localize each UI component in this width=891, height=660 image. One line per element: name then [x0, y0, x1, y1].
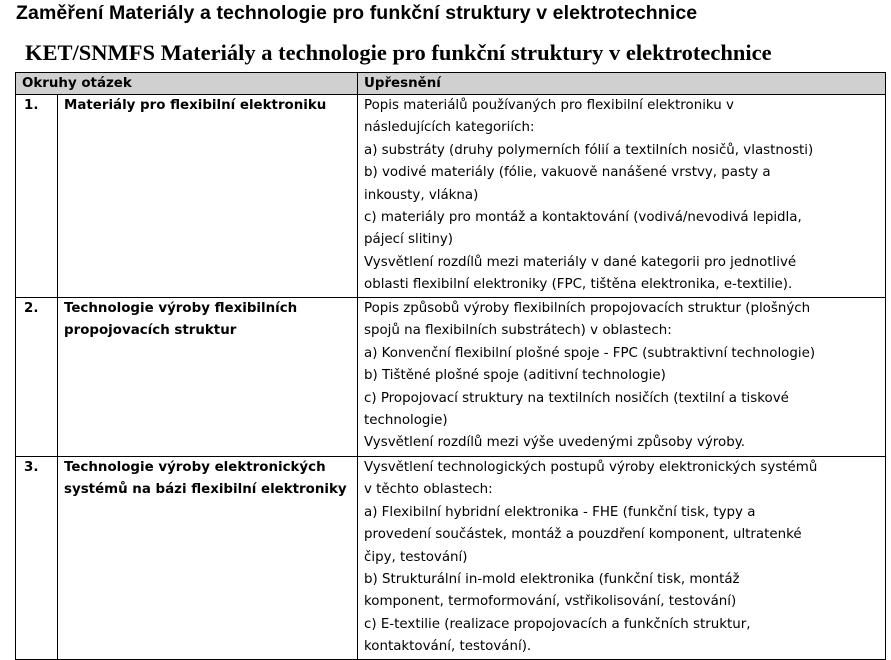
- detail-line: spojů na flexibilních substrátech) v oblastech:: [364, 323, 672, 339]
- table-row: [16, 457, 886, 660]
- detail-line: čipy, testování): [364, 549, 468, 565]
- row-topic: Technologie výroby elektronických systémů na bázi flexibilní elektroniky: [58, 457, 358, 660]
- detail-line: komponent, termoformování, vstřikolisování, testování): [364, 594, 737, 610]
- questions-table: [15, 72, 886, 660]
- row-topic: Technologie výroby flexibilních propojovacích struktur: [58, 298, 358, 457]
- row-number: 2.: [16, 298, 58, 457]
- detail-line: v těchto oblastech:: [364, 482, 493, 498]
- detail-line: následujících kategoriích:: [364, 120, 535, 136]
- detail-line: Vysvětlení rozdílů mezi materiály v dané kategorii pro jednotlivé: [364, 254, 797, 270]
- document-heading: Zaměření Materiály a technologie pro funkční struktury v elektrotechnice: [16, 2, 698, 24]
- column-header-details: Upřesnění: [358, 73, 886, 95]
- table-header-row: [16, 73, 886, 95]
- row-topic: Materiály pro flexibilní elektroniku: [58, 95, 358, 298]
- row-number: 3.: [16, 457, 58, 660]
- column-header-topics: Okruhy otázek: [16, 73, 358, 95]
- detail-line: Popis materiálů používaných pro flexibilní elektroniku v: [364, 98, 734, 113]
- detail-line: a) Konvenční flexibilní plošné spoje - FPC (subtraktivní technologie): [364, 345, 816, 361]
- row-details: [358, 95, 886, 298]
- detail-line: a) Flexibilní hybridní elektronika - FHE (funkční tisk, typy a: [364, 504, 756, 520]
- row-details: [358, 457, 886, 660]
- detail-line: b) Strukturální in-mold elektronika (funkční tisk, montáž: [364, 572, 740, 588]
- detail-line: b) vodivé materiály (fólie, vakuově nanášené vrstvy, pasty a: [364, 165, 771, 181]
- detail-line: c) materiály pro montáž a kontaktování (vodivá/nevodivá lepidla,: [364, 210, 802, 226]
- detail-line: c) E-textilie (realizace propojovacích a funkčních struktur,: [364, 616, 751, 632]
- table-row: [16, 95, 886, 298]
- table-row: [16, 298, 886, 457]
- detail-line: oblasti flexibilní elektroniky (FPC, tištěna elektronika, e-textilie).: [364, 277, 793, 293]
- detail-line: b) Tištěné plošné spoje (aditivní technologie): [364, 368, 666, 384]
- detail-line: c) Propojovací struktury na textilních nosičích (textilní a tiskové: [364, 390, 789, 406]
- row-details: [358, 298, 886, 457]
- detail-line: technologie): [364, 413, 448, 429]
- detail-line: pájecí slitiny): [364, 232, 454, 248]
- detail-line: Popis způsobů výroby flexibilních propojovacích struktur (plošných: [364, 301, 811, 316]
- course-title: KET/SNMFS Materiály a technologie pro funkční struktury v elektrotechnice: [25, 40, 772, 65]
- detail-line: inkousty, vlákna): [364, 187, 479, 203]
- detail-line: a) substráty (druhy polymerních fólií a textilních nosičů, vlastnosti): [364, 142, 814, 158]
- detail-line: kontaktování, testování).: [364, 639, 532, 655]
- detail-line: provedení součástek, montáž a pouzdření komponent, ultratenké: [364, 527, 802, 543]
- detail-line: Vysvětlení rozdílů mezi výše uvedenými způsoby výroby.: [364, 435, 745, 451]
- detail-line: Vysvětlení technologických postupů výroby elektronických systémů: [364, 460, 818, 475]
- row-number: 1.: [16, 95, 58, 298]
